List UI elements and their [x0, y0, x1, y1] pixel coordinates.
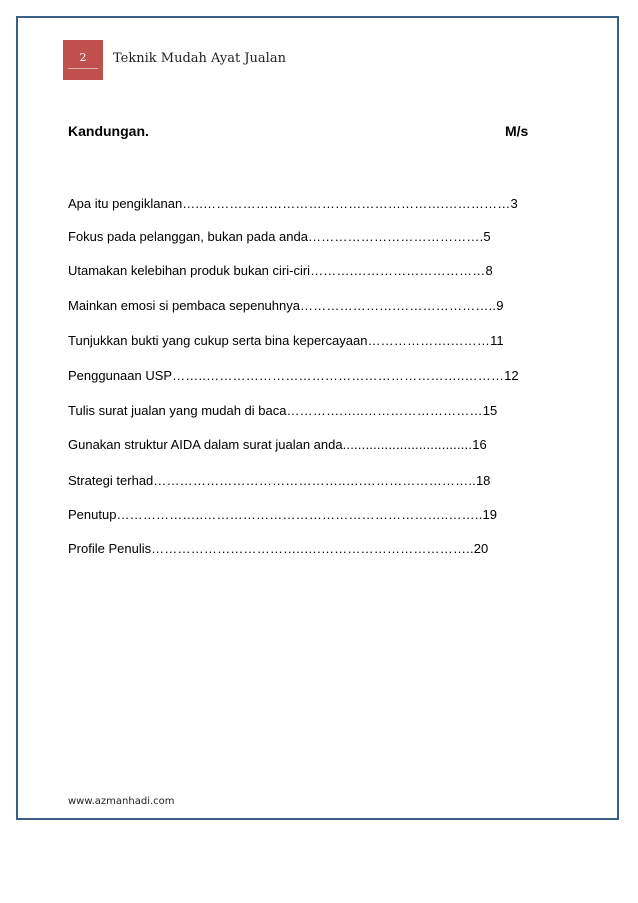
toc-entry-title: Profile Penulis [68, 541, 152, 556]
footer-url: www.azmanhadi.com [68, 796, 175, 807]
toc-entry-leader: ……………………………..….…………………………….. [151, 541, 474, 556]
toc-entry-leader: …………………………………. [307, 229, 484, 244]
toc-entry-page: 11 [490, 333, 504, 348]
toc-entry-page: 12 [504, 368, 519, 383]
toc-entry-page: 20 [473, 541, 489, 556]
toc-entry [68, 541, 488, 556]
toc-entry-leader: ……..…………………………………………………..……… [172, 368, 505, 383]
toc-entry-title: Penutup [68, 507, 117, 522]
toc-entry-title: Apa itu pengiklanan [68, 196, 183, 211]
toc-entry-title: Mainkan emosi si pembaca sepenuhnya [68, 298, 300, 313]
toc-entry [68, 263, 493, 278]
toc-entry [68, 403, 497, 418]
toc-entry [68, 368, 519, 383]
toc-entry-leader: ……………………………………..….…………………….. [153, 473, 476, 488]
toc-entry-page: 5 [483, 229, 491, 244]
toc-entry-page: 9 [496, 298, 504, 313]
toc-entry-leader: ……………….……… [367, 333, 491, 348]
toc-entry-title: Gunakan struktur AIDA dalam surat jualan anda [68, 437, 343, 452]
toc-entry-title: Penggunaan USP [68, 368, 173, 383]
toc-entry-leader: ……….………………………… [310, 263, 486, 278]
page-number-underline [68, 68, 98, 69]
toc-entry-page: 8 [485, 263, 493, 278]
toc-entry-leader: ………………….………………….. [299, 298, 497, 313]
toc-entry-leader: ………….…..……………………… [286, 403, 483, 418]
toc-entry [68, 298, 503, 313]
toc-entry [68, 196, 518, 211]
toc-entry-page: 15 [482, 403, 498, 418]
toc-entry-page: 3 [510, 196, 518, 211]
toc-entry-page: 18 [475, 473, 491, 488]
page-number: 2 [79, 51, 87, 64]
toc-entry [68, 437, 487, 452]
toc-entry-page: 16 [472, 437, 487, 452]
toc-entry-leader: ………………..………………………………………………..…….. [116, 507, 483, 522]
toc-entry-leader: …..……………………………………………….…………… [182, 196, 511, 211]
toc-entry [68, 507, 497, 522]
toc-entry [68, 229, 491, 244]
toc-entry-title: Strategi terhad [68, 473, 154, 488]
header-title: Teknik Mudah Ayat Jualan [113, 51, 286, 66]
toc-entry-title: Fokus pada pelanggan, bukan pada anda [68, 229, 308, 244]
toc-entry-title: Utamakan kelebihan produk bukan ciri-ciri [68, 263, 311, 278]
toc-page-column-label: M/s [505, 123, 529, 139]
toc-entry [68, 333, 504, 348]
toc-entry [68, 473, 490, 488]
toc-heading: Kandungan. [68, 123, 149, 139]
toc-entry-page: 19 [482, 507, 497, 522]
toc-entry-title: Tulis surat jualan yang mudah di baca [68, 403, 287, 418]
toc-entry-title: Tunjukkan bukti yang cukup serta bina kepercayaan [68, 333, 368, 348]
page-number-tab [63, 40, 103, 80]
toc-entry-leader: .................................. [342, 437, 473, 452]
